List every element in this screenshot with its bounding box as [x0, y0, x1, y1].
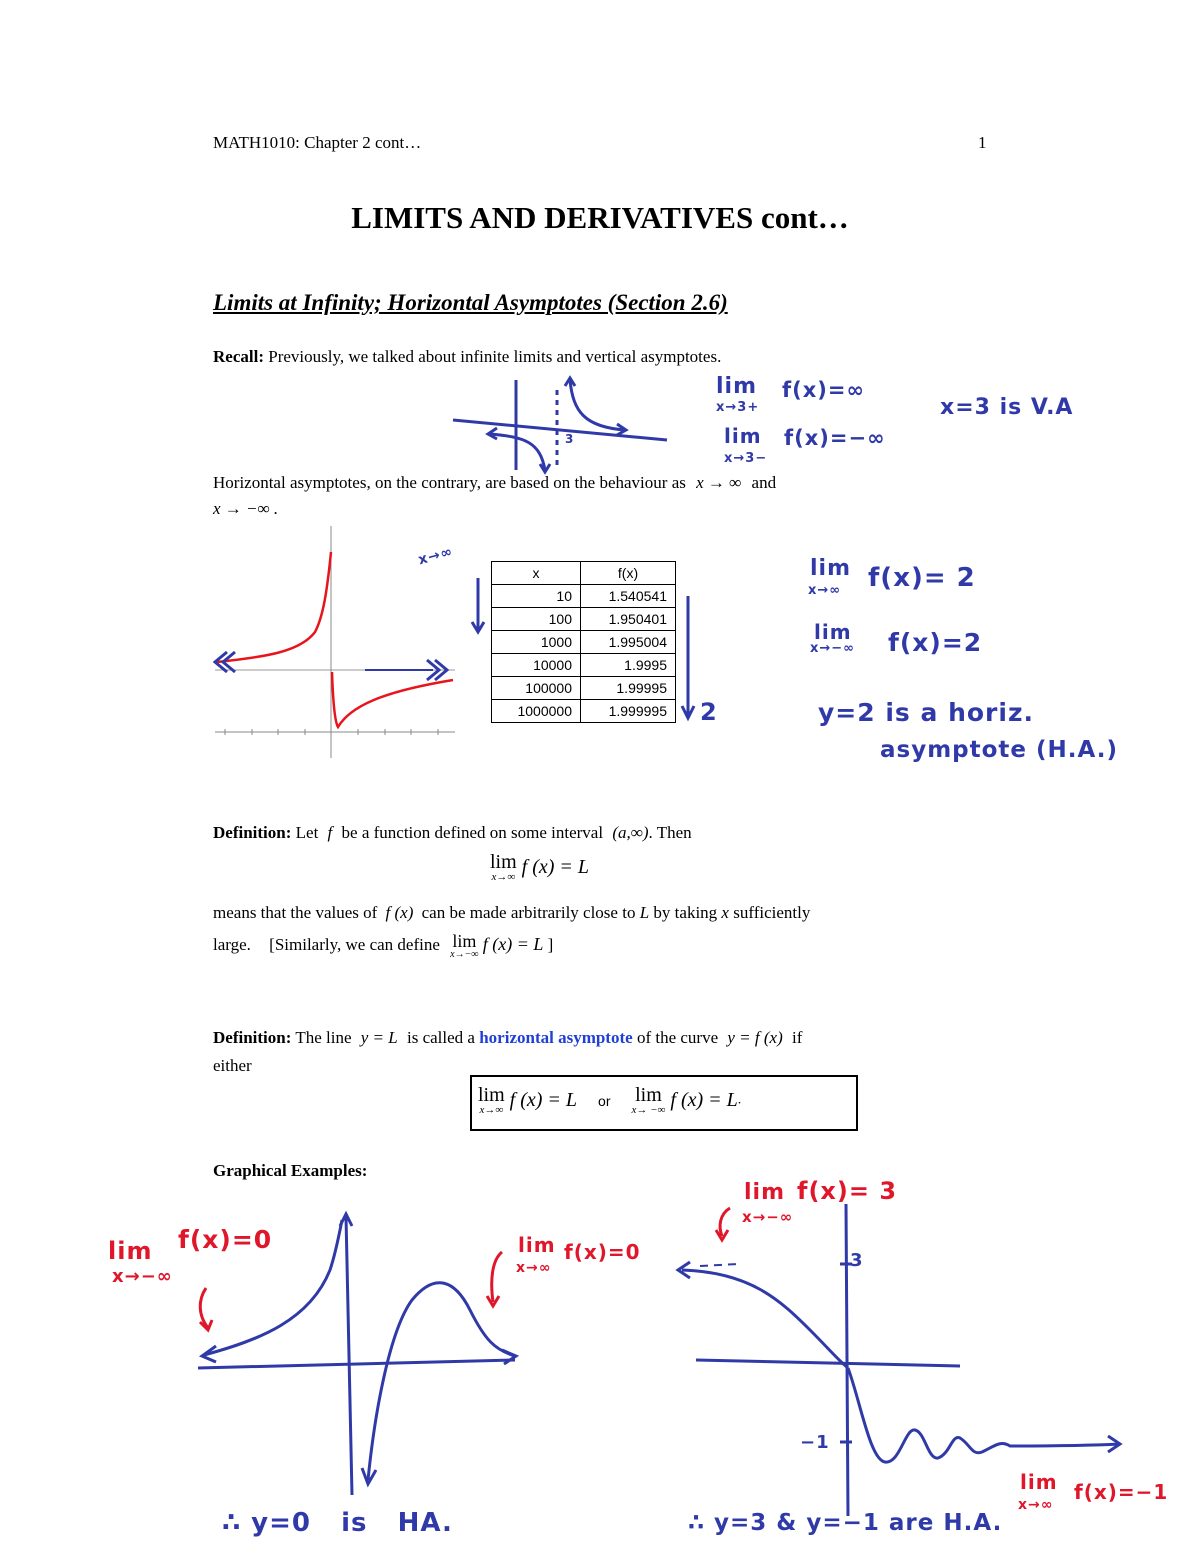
definition1-text: ] [547, 934, 554, 954]
table-row [492, 677, 676, 700]
va-sketch [445, 372, 675, 477]
lim-sub: x→−∞ [450, 949, 479, 960]
ha-intro-text: Horizontal asymptotes, on the contrary, are based on the behaviour as [213, 473, 686, 492]
lim-word: lim [478, 1084, 505, 1106]
va-lim-left-word: lim [724, 424, 762, 448]
table-cell: 1.950401 [581, 608, 676, 631]
lim-word: lim [635, 1084, 662, 1106]
table-row [492, 608, 676, 631]
definition2-yL: y = L [360, 1028, 398, 1047]
table-x-arrow-note: x→∞ [416, 543, 455, 569]
definition1-text: [Similarly, we can define [269, 934, 440, 954]
section-heading: Limits at Infinity; Horizontal Asymptotes (Section 2.6) [213, 290, 728, 315]
lim2-value: f(x)=2 [888, 628, 983, 657]
definition1-L: L [639, 903, 650, 922]
box-expression-2: f (x) = L [670, 1089, 738, 1111]
table-cell: 1.995004 [581, 631, 676, 654]
page-number: 1 [978, 133, 987, 152]
definition2-yfx: y = f (x) [727, 1028, 783, 1047]
definition2-text: of the curve [636, 1028, 719, 1047]
left-lim1-sub: x→−∞ [112, 1266, 173, 1287]
definition1-line2 [213, 902, 810, 924]
box-end: . [737, 1092, 742, 1108]
definition1-display [490, 852, 589, 883]
va-lim-left-sub: x→3− [724, 451, 768, 466]
left-lim1-value: f(x)=0 [178, 1225, 273, 1254]
definition1-label: Definition: [213, 823, 292, 842]
right-lim1-value: f(x)= 3 [797, 1177, 898, 1205]
values-table [491, 561, 676, 723]
table-row [492, 654, 676, 677]
box-or: or [598, 1092, 611, 1109]
table-header-fx: f(x) [581, 562, 676, 585]
left-lim2-value: f(x)=0 [564, 1240, 641, 1264]
table-row [492, 631, 676, 654]
right-lim2-sub: x→∞ [1018, 1497, 1054, 1513]
ha-note-line2: asymptote (H.A.) [880, 737, 1119, 763]
va-axis-mark: 3 [565, 432, 575, 446]
similar-limit [450, 932, 478, 960]
table-cell: 1000000 [492, 700, 581, 723]
definition1-text: Let [295, 823, 319, 842]
left-lim2-sub: x→∞ [516, 1260, 552, 1276]
lim1-value: f(x)= 2 [868, 563, 976, 593]
box-limit-2 [632, 1085, 666, 1116]
left-conclusion: ∴ y=0 is HA. [222, 1508, 453, 1538]
lim-sub: x→∞ [491, 871, 516, 883]
definition2-line1 [213, 1027, 802, 1049]
display-expression: f (x) = L [521, 856, 590, 878]
recall-label: Recall: [213, 347, 264, 366]
page-title: LIMITS AND DERIVATIVES cont… [351, 200, 849, 235]
lim-word: lim [452, 931, 477, 951]
definition2-label: Definition: [213, 1028, 292, 1047]
right-lim1-word: lim [744, 1180, 786, 1205]
definition1-text: means that the values of [213, 903, 378, 922]
lim-sub: x→∞ [479, 1104, 504, 1116]
definition-box [470, 1075, 858, 1131]
lim-sub: x→ −∞ [631, 1104, 666, 1116]
recall-text: Previously, we talked about infinite limits and vertical asymptotes. [268, 347, 722, 366]
definition2-line2: either [213, 1056, 252, 1075]
definition1-text: by taking [653, 903, 718, 922]
down-arrow-left [470, 576, 490, 636]
table-cell: 1.999995 [581, 700, 676, 723]
table-cell: 1.540541 [581, 585, 676, 608]
ha-intro-expr1: x → ∞ [696, 473, 742, 492]
va-lim-right-sub: x→3+ [716, 400, 760, 415]
left-lim1-word: lim [108, 1237, 153, 1265]
right-tick-bottom-label: −1 [800, 1432, 830, 1453]
definition1-line1 [213, 822, 692, 844]
right-tick-top-label: 3 [850, 1250, 864, 1271]
table-cell: 1.9995 [581, 654, 676, 677]
definition1-x: x [721, 903, 729, 922]
definition1-text: sufficiently [733, 903, 811, 922]
box-limit-1 [478, 1085, 505, 1116]
table-cell: 10000 [492, 654, 581, 677]
right-example-graph [660, 1200, 1130, 1520]
recall-paragraph [213, 346, 721, 368]
right-lim2-value: f(x)=−1 [1074, 1480, 1169, 1504]
horizontal-asymptote-keyword: horizontal asymptote [479, 1028, 633, 1047]
down-arrow-right [680, 594, 700, 724]
lim-word: lim [490, 851, 517, 873]
table-row [492, 700, 676, 723]
lim1-sub: x→∞ [808, 583, 842, 598]
definition1-fx: f (x) [385, 903, 414, 922]
lim1-word: lim [810, 556, 852, 581]
right-conclusion: ∴ y=3 & y=−1 are H.A. [688, 1510, 1003, 1536]
ha-intro-expr2: x → −∞ . [213, 499, 279, 518]
ha-intro-line1 [213, 472, 776, 494]
definition2-text: if [791, 1028, 803, 1047]
right-lim2-word: lim [1020, 1470, 1058, 1494]
va-conclusion: x=3 is V.A [940, 395, 1074, 420]
table-cell: 1.99995 [581, 677, 676, 700]
definition1-line3 [213, 932, 553, 960]
table-cell: 100 [492, 608, 581, 631]
table-row [492, 585, 676, 608]
definition1-f: f [327, 823, 333, 842]
va-lim-right-word: lim [716, 374, 758, 399]
definition2-text: is called a [407, 1028, 475, 1047]
va-lim-left-value: f(x)=−∞ [784, 426, 886, 450]
box-content [478, 1085, 741, 1116]
left-lim2-word: lim [518, 1233, 556, 1257]
table-cell: 1000 [492, 631, 581, 654]
ha-note-line1: y=2 is a horiz. [818, 698, 1034, 727]
va-lim-right-value: f(x)=∞ [782, 378, 865, 402]
table-header-x: x [492, 562, 581, 585]
table-cell: 100000 [492, 677, 581, 700]
definition1-text: can be made arbitrarily close to [421, 903, 636, 922]
display-limit [490, 852, 517, 883]
box-expression-1: f (x) = L [509, 1089, 578, 1111]
definition2-text: The line [295, 1028, 352, 1047]
running-header: MATH1010: Chapter 2 cont… [213, 133, 422, 152]
definition1-text: large. [213, 934, 251, 954]
ha-intro-and: and [751, 473, 777, 492]
definition1-text: . Then [648, 823, 692, 842]
definition1-text: be a function defined on some interval [341, 823, 604, 842]
definition1-interval: (a,∞) [612, 823, 649, 842]
lim2-word: lim [814, 620, 852, 644]
arrow-target-value: 2 [700, 698, 718, 726]
lim2-sub: x→−∞ [810, 641, 855, 656]
similar-expression: f (x) = L [482, 933, 544, 954]
right-lim1-sub: x→−∞ [742, 1208, 794, 1226]
graphical-examples-label: Graphical Examples: [213, 1161, 368, 1180]
table-cell: 10 [492, 585, 581, 608]
